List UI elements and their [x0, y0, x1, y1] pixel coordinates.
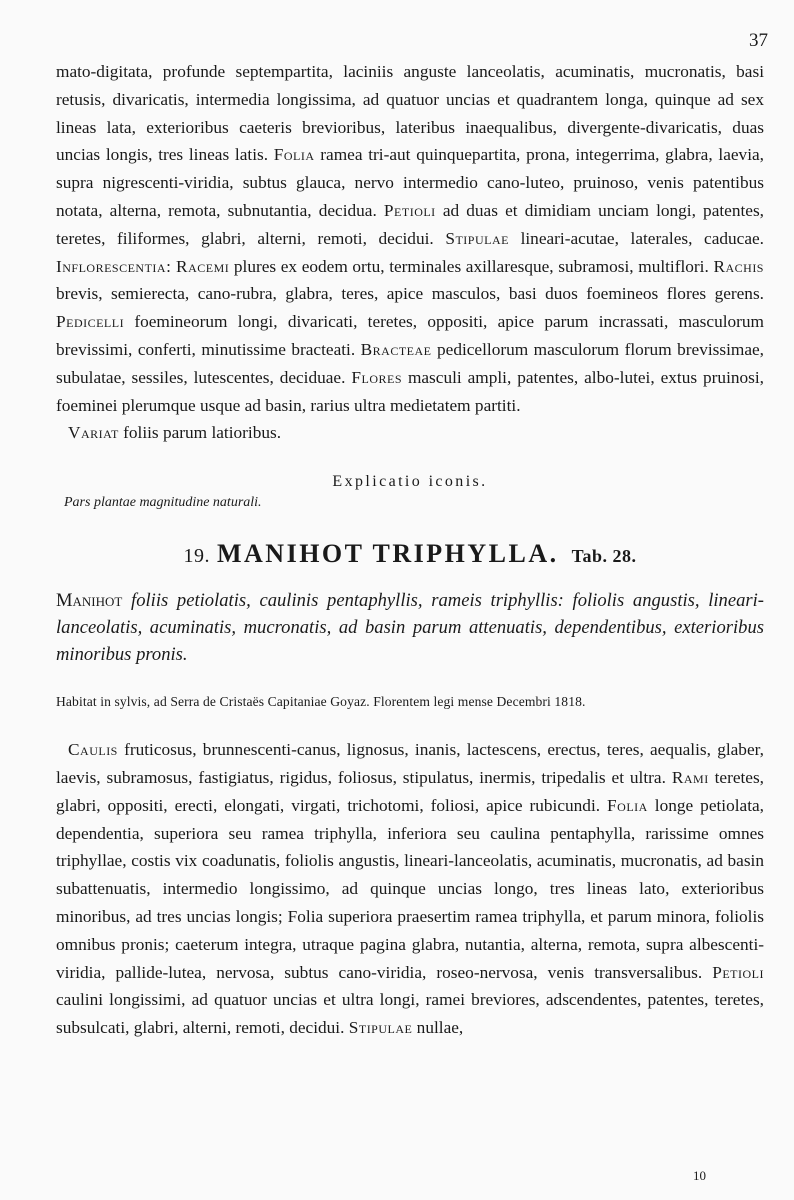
- term-folia: Folia: [607, 795, 648, 815]
- variat-text: foliis parum latioribus.: [118, 423, 282, 443]
- text-run: brevis, semierecta, cano-rubra, glabra, teres, apice masculos, basi duos foemineos flores gerens.: [56, 284, 764, 304]
- page-number: 37: [749, 30, 768, 51]
- text-run: longe petiolata, dependentia, superiora seu ramea triphylla, inferiora seu caulina pentaphylla, rarissime omnes triphyllae, costis vix coadunatis, foliolis angustis, lineari-lanceolatis, acuminatis, mucronatis, ad basin subattenuatis, intermedio longissimo, ad quinque uncias longo, tres lineas lato, exterioribus minoribus, ad tres uncias longis; Folia superiora praesertim ramea triphylla, et parum minora, foliolis omnibus pronis; caeterum integra, utraque pagina glabra, nutantia, alterna, remota, supra albescenti-viridia, pallide-lutea, nervosa, subtus cano-viridia, roseo-nervosa, venis transversalibus.: [56, 795, 764, 982]
- term-stipulae: Stipulae: [445, 228, 509, 248]
- habitat-line: Habitat in sylvis, ad Serra de Cristaës Capitaniae Goyaz. Florentem legi mense Decembri 1818.: [56, 694, 586, 710]
- text-run: ramea tri-aut quinquepartita, prona, integerrima, glabra, laevia, supra nigrescenti-viridia, subtus glauca, nervo intermedio cano-luteo, pruinoso, venis patentibus notata, alterna, remota, subnutantia, decidua.: [56, 145, 764, 220]
- term-rachis: Rachis: [713, 256, 764, 276]
- text-run: lineari-acutae, laterales, caducae.: [508, 228, 765, 248]
- text-run: pedicellorum masculorum florum brevissimae, subulatae, sessiles, lutescentes, deciduae.: [56, 339, 764, 387]
- variat-line: [56, 419, 764, 447]
- top-paragraph: [56, 0, 764, 447]
- signature-mark: 10: [693, 1168, 706, 1183]
- leaf-description-continued: [56, 58, 764, 419]
- term-racemi: Racemi: [176, 256, 230, 276]
- diagnosis-text: foliis petiolatis, caulinis pentaphyllis, rameis triphyllis: foliolis angustis, lineari-lanceolatis, acuminatis, mucronatis, ad basin parum attenuatis, dependentibus, exterioribus minoribus pronis.: [56, 590, 764, 666]
- term-caulis: Caulis: [68, 740, 118, 760]
- term-pedicelli: Pedicelli: [56, 312, 125, 332]
- text-run: ad duas et dimidiam unciam longi, patentes, teretes, filiformes, glabri, alterni, remoti, decidui.: [56, 200, 765, 248]
- plate-reference: Tab. 28.: [571, 546, 637, 567]
- species-diagnosis: [56, 587, 764, 668]
- text-run: teretes, glabri, oppositi, erecti, elongati, virgati, trichotomi, foliosi, apice rubicundi.: [56, 767, 765, 815]
- text-run: nullae,: [412, 1018, 464, 1038]
- term-flores: Flores: [351, 367, 402, 387]
- text-run: fruticosus, brunnescenti-canus, lignosus, inanis, lactescens, erectus, teres, aequalis, glaber, laevis, subramosus, fastigiatus, rigidus, foliosus, stipulatus, inermis, tripedalis et ultra.: [56, 740, 764, 787]
- term-folia: Folia: [273, 145, 315, 165]
- term-bracteae: Bracteae: [360, 339, 432, 359]
- diagnosis-genus: Manihot: [56, 590, 123, 612]
- term-stipulae: Stipulae: [348, 1018, 413, 1038]
- term-petioli: Petioli: [712, 962, 764, 982]
- text-run: mato-digitata, profunde septempartita, laciniis anguste lanceolatis, acuminatis, mucronatis, basi retusis, divaricatis, intermedia longissima, ad quatuor uncias et quadrantem longa, quinque ad sex lineas lata, exterioribus caeteris brevioribus, lateribus inaequalibus, divergente-divaricatis, duas uncias longis, tres lineas latis.: [56, 62, 764, 165]
- description-paragraph: [56, 736, 764, 1042]
- species-number: 19.: [183, 545, 210, 568]
- text-run: caulini longissimi, ad quatuor uncias et ultra longi, ramei breviores, adscendentes, patentes, teretes, subsulcati, glabri, alterni, remoti, decidui.: [56, 990, 764, 1038]
- term-inflorescentia: Inflorescentia:: [56, 256, 172, 276]
- species-name: MANIHOT TRIPHYLLA.: [216, 539, 559, 569]
- text-run: plures ex eodem ortu, terminales axillaresque, subramosi, multiflori.: [229, 256, 714, 276]
- species-heading: [56, 539, 764, 569]
- explicatio-title: Explicatio iconis.: [332, 473, 488, 491]
- text-run: masculi ampli, patentes, albo-lutei, extus pruinosi, foeminei plerumque usque ad basin, rarius ultra medietatem partiti.: [56, 367, 764, 415]
- term-variat: Variat: [68, 423, 119, 443]
- description-text: [56, 736, 764, 1042]
- term-rami: Rami: [671, 767, 709, 787]
- term-petioli: Petioli: [383, 200, 436, 220]
- explicatio-subtitle: Pars plantae magnitudine naturali.: [64, 495, 262, 511]
- text-run: foemineorum longi, divaricati, teretes, oppositi, apice parum incrassati, masculorum brevissimi, conferti, minutissime bracteati.: [56, 312, 764, 359]
